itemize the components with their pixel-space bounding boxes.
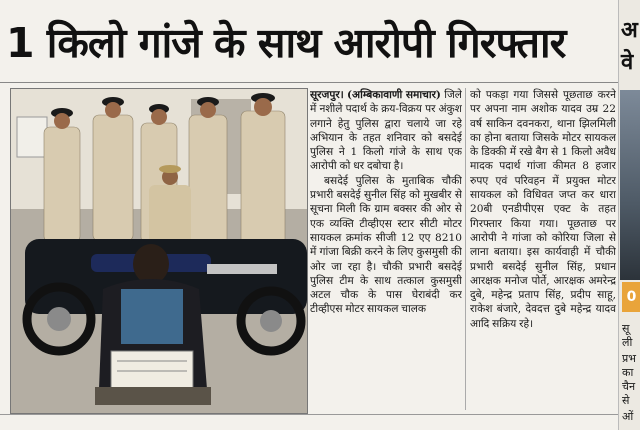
news-source: (अम्बिकावाणी समाचार) bbox=[347, 89, 441, 101]
neighbor-headline-top: अ bbox=[621, 18, 638, 43]
news-photo bbox=[10, 88, 308, 414]
article-paragraph-3: को पकड़ा गया जिससे पूछताछ करने पर अपना नाम अशोक यादव उम्र 22 वर्ष साकिन दवनकरा, थाना झिलमिली का होना बताया जिसके मोटर सायकल के डिक्की में रखे बैग से 1 किलो अवैध मादक पदार्थ गांजा कीमत 8 हजार रुपए एवं परिवहन में प्रयुक्त मोटर सायकल को विधिवत जप्त कर धारा 20बी एनडीपीएस एक्ट के तहत गिरफ्तार किया गया। पूछताछ पर आरोपी ने गांजा को कोरिया जिला से लाना बताया। इस कार्यवाही में चौकी प्रभारी बसदेई सुनील सिंह, प्रधान आरक्षक मनोज पोर्ते, आरक्षक अमरेन्द्र दुबे, महेन्द्र प्रताप सिंह, प्रदीप साहू, राकेश बंजारे, देवदत्त दुबे महेन्द्र यादव आदि सक्रिय रहे। bbox=[470, 89, 616, 330]
neighbor-text-line: ओं bbox=[622, 410, 634, 423]
bottom-rule bbox=[0, 414, 618, 415]
neighbor-photo bbox=[620, 90, 640, 280]
article-paragraph-1 bbox=[310, 88, 462, 174]
article-paragraph-1-text: जिले में नशीले पदार्थ के क्रय-विक्रय पर अंकुश लगाने हेतु पुलिस द्वारा चलाये जा रहे अभियान के तहत शनिवार को बसदेई पुलिस ने 1 किलो गांजे के साथ एक आरोपी को धर दबोचा है। bbox=[310, 89, 462, 173]
neighbor-badge: 0 bbox=[622, 282, 640, 312]
column-divider bbox=[465, 88, 466, 410]
neighbor-text-line: सू bbox=[622, 322, 630, 335]
neighbor-text-line: ली bbox=[622, 336, 633, 349]
headline: 1 किलो गांजे के साथ आरोपी गिरफ्तार bbox=[6, 19, 566, 67]
neighbor-text-line: से bbox=[622, 394, 630, 407]
article-column-2 bbox=[470, 88, 616, 410]
headline-rule bbox=[0, 82, 618, 83]
neighbor-article-strip bbox=[618, 0, 640, 430]
neighbor-headline-bottom: वे bbox=[621, 50, 634, 75]
article-column-1 bbox=[310, 88, 462, 410]
photo-police-with-accused bbox=[11, 89, 307, 413]
neighbor-text-line: चैन bbox=[622, 380, 636, 393]
neighbor-text-line: का bbox=[622, 366, 634, 379]
article-paragraph-2: बसदेई पुलिस के मुताबिक चौकी प्रभारी बसदेई सुनील सिंह को मुखबीर से सूचना मिली कि ग्राम बक्सर की ओर से एक व्यक्ति टीव्हीएस स्टार सीटी मोटर सायकल क्रमांक सीजी 12 एए 8210 में गांजा बिक्री करने के लिए कुसमुसी की ओर जा रहा है। चौकी प्रभारी बसदेई पुलिस टीम के साथ तत्काल कुसमुसी अटल चौक के पास घेराबंदी कर टीव्हीएस मोटर सायकल चालक bbox=[310, 174, 462, 316]
neighbor-text-line: प्रभ bbox=[622, 352, 636, 365]
dateline: सूरजपुर। bbox=[310, 89, 344, 101]
